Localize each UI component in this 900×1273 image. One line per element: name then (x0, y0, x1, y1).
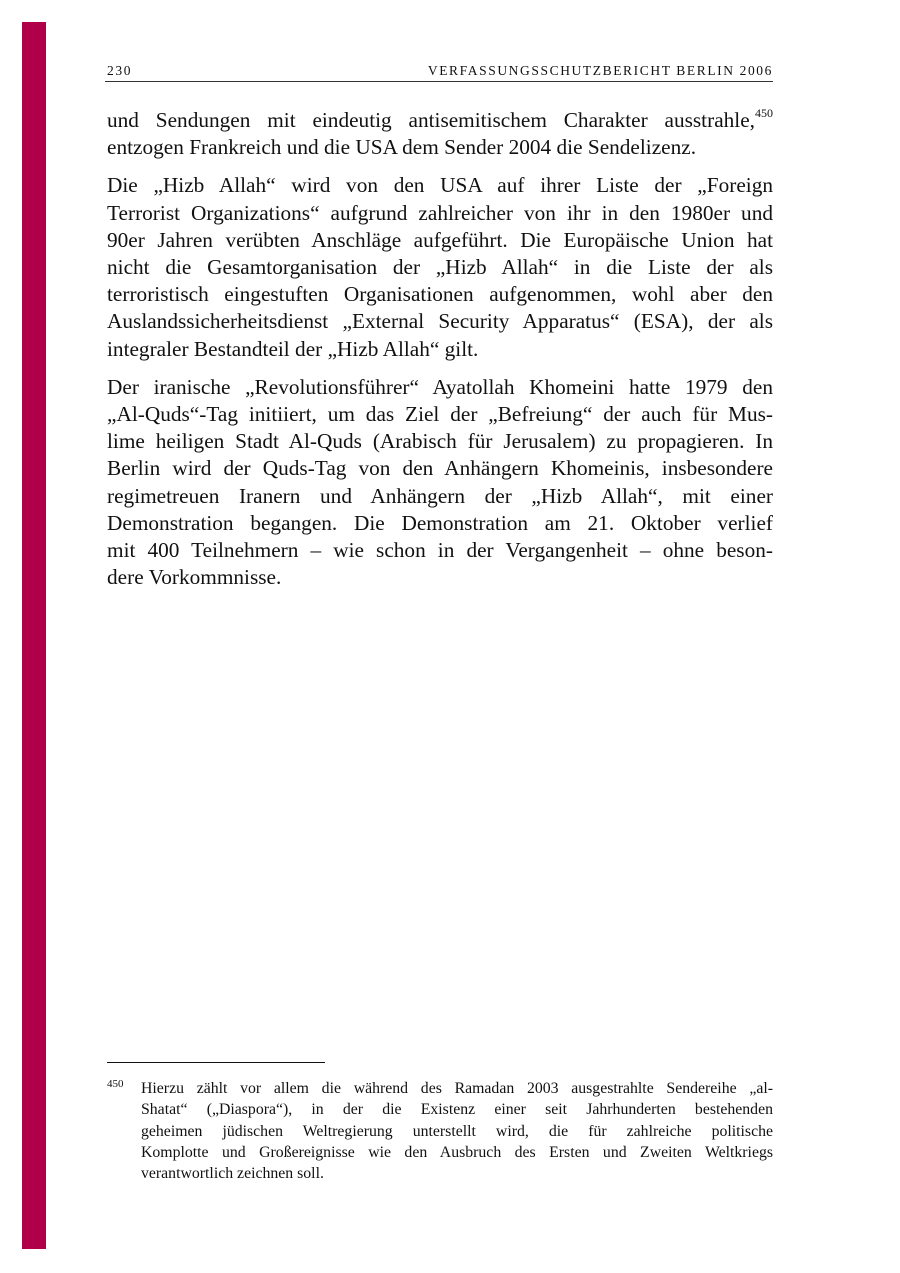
footnote-line: verantwortlich zeichnen soll. (141, 1165, 324, 1183)
footnote-450 (107, 1078, 773, 1184)
text-line: „Al-Quds“-Tag initiiert, um das Ziel der „Befreiung“ der auch für Mus- (107, 402, 773, 427)
text-line: Die „Hizb Allah“ wird von den USA auf ihrer Liste der „Foreign (107, 173, 773, 198)
footnote-text (141, 1078, 773, 1184)
text-line: entzogen Frankreich und die USA dem Sender 2004 die Sendelizenz. (107, 135, 697, 160)
text-line: dere Vorkommnisse. (107, 565, 282, 590)
side-color-bar (22, 22, 46, 1249)
paragraph-1 (107, 107, 773, 161)
text-line: regimetreuen Iranern und Anhängern der „Hizb Allah“, mit einer (107, 483, 773, 508)
text-line: integraler Bestandteil der „Hizb Allah“ gilt. (107, 336, 479, 361)
text-line: Demonstration begangen. Die Demonstration am 21. Oktober verlief (107, 510, 773, 535)
text-line: nicht die Gesamtorganisation der „Hizb Allah“ in die Liste der als (107, 255, 773, 280)
text-line: terroristisch eingestuften Organisationen aufgenommen, wohl aber den (107, 282, 773, 307)
page-number: 230 (107, 63, 133, 78)
paragraph-3 (107, 374, 773, 592)
footnote-line: geheimen jüdischen Weltregierung unterstellt wird, die für zahlreiche politische (141, 1122, 773, 1140)
footnote-line: Hierzu zählt vor allem die während des Ramadan 2003 ausgestrahlte Sendereihe „al- (141, 1080, 773, 1097)
footnote-reference[interactable]: 450 (755, 106, 773, 120)
footnote-separator (107, 1062, 325, 1063)
text-line: Der iranische „Revolutionsführer“ Ayatollah Khomeini hatte 1979 den (107, 374, 773, 399)
text-line: Auslandssicherheitsdienst „External Security Apparatus“ (ESA), der als (107, 309, 773, 334)
page-header (105, 62, 773, 82)
paragraph-2 (107, 172, 773, 362)
text-line: Terrorist Organizations“ aufgrund zahlreicher von ihr in den 1980er und (107, 200, 773, 225)
running-title: VERFASSUNGSSCHUTZBERICHT BERLIN 2006 (427, 63, 773, 78)
text-line: und Sendungen mit eindeutig antisemitischem Charakter ausstrahle,$^{450}$ (107, 106, 773, 132)
footnote-line: Shatat“ („Diaspora“), in der die Existenz einer seit Jahrhunderten bestehenden (141, 1101, 773, 1119)
text-line: Berlin wird der Quds-Tag von den Anhängern Khomeinis, insbesondere (107, 456, 773, 481)
text-line: mit 400 Teilnehmern – wie schon in der Vergangenheit – ohne beson- (107, 538, 773, 563)
footnote-line: Komplotte und Großereignisse wie den Ausbruch des Ersten und Zweiten Weltkriegs (141, 1143, 773, 1161)
text-line: 90er Jahren verübten Anschläge aufgeführt. Die Europäische Union hat (107, 227, 773, 252)
body-text (107, 107, 773, 602)
footnote-number: 450 (107, 1078, 124, 1090)
text-line: lime heiligen Stadt Al-Quds (Arabisch für Jerusalem) zu propagieren. In (107, 429, 773, 454)
